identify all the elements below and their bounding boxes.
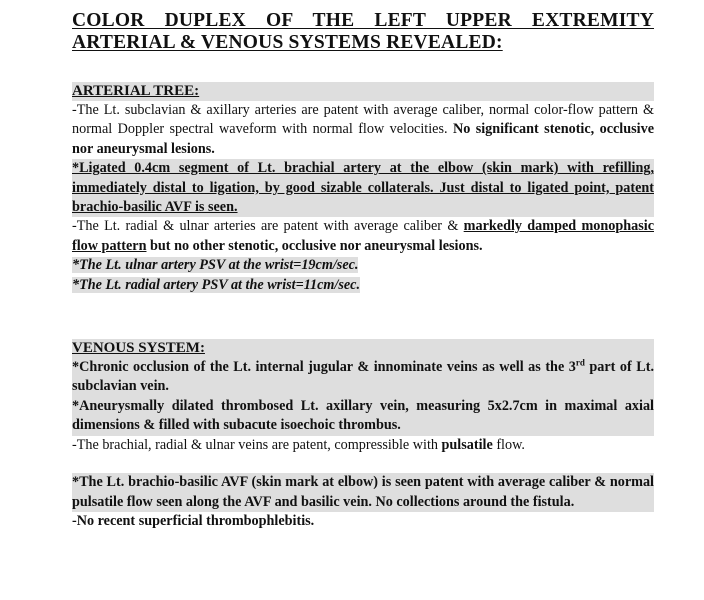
arterial-paragraph-3 — [72, 217, 654, 256]
arterial-p3-bold: but no other stenotic, occlusive nor aneurysmal lesions. — [146, 237, 483, 254]
arterial-paragraph-2: *Ligated 0.4cm segment of Lt. brachial artery at the elbow (skin mark) with refilling, immediately distal to ligation, by good sizable collaterals. Just distal to ligated point, patent brachio-basilic AVF is seen. — [72, 159, 654, 217]
arterial-p1-bold: No significant stenotic, occlusive nor aneurysmal lesions. — [72, 121, 654, 157]
arterial-paragraph-4 — [72, 256, 654, 275]
venous-heading: VENOUS SYSTEM: — [72, 339, 654, 358]
venous-p1-b: part of Lt. subclavian vein. — [72, 359, 654, 395]
ulnar-psv: *The Lt. ulnar artery PSV at the wrist=19cm/sec. — [72, 257, 359, 274]
venous-paragraph-3 — [72, 436, 654, 455]
arterial-p1-text: -The Lt. subclavian & axillary arteries are patent with average caliber, normal color-flow pattern & normal Doppler spectral waveform with normal flow velocities. — [72, 102, 654, 138]
arterial-p3-bold-underline: markedly damped monophasic flow pattern — [72, 218, 654, 254]
venous-section — [72, 339, 654, 455]
spacer — [72, 295, 654, 313]
venous-p1-sup: rd — [575, 357, 585, 368]
venous-paragraph-1 — [72, 358, 654, 397]
report-title-line1: COLOR DUPLEX OF THE LEFT UPPER EXTREMITY — [72, 10, 654, 31]
venous-p3-bold: pulsatile — [441, 436, 493, 453]
summary-paragraph-2: -No recent superficial thrombophlebitis. — [72, 512, 315, 529]
arterial-p3-text: -The Lt. radial & ulnar arteries are patent with average caliber & — [72, 218, 464, 235]
spacer-2 — [72, 455, 654, 473]
summary-paragraph-1: *The Lt. brachio-basilic AVF (skin mark at elbow) is seen patent with average caliber & normal pulsatile flow seen along the AVF and basilic vein. No collections around the fistula. — [72, 473, 654, 512]
radial-psv: *The Lt. radial artery PSV at the wrist=11cm/sec. — [72, 276, 361, 293]
report-title — [72, 10, 654, 54]
venous-p3-text: -The brachial, radial & ulnar veins are patent, compressible with — [72, 436, 442, 453]
report-title-line2: ARTERIAL & VENOUS SYSTEMS REVEALED: — [72, 32, 503, 53]
arterial-heading: ARTERIAL TREE: — [72, 82, 654, 101]
venous-p3-end: flow. — [492, 436, 525, 453]
arterial-paragraph-5 — [72, 276, 654, 295]
venous-paragraph-2: *Aneurysmally dilated thrombosed Lt. axillary vein, measuring 5x2.7cm in maximal axial dimensions & filled with subacute isoechoic thrombus. — [72, 397, 654, 436]
summary-section — [72, 473, 654, 531]
arterial-paragraph-1 — [72, 101, 654, 159]
venous-p1-a: *Chronic occlusion of the Lt. internal jugular & innominate veins as well as the 3 — [72, 359, 576, 376]
arterial-section — [72, 82, 654, 295]
